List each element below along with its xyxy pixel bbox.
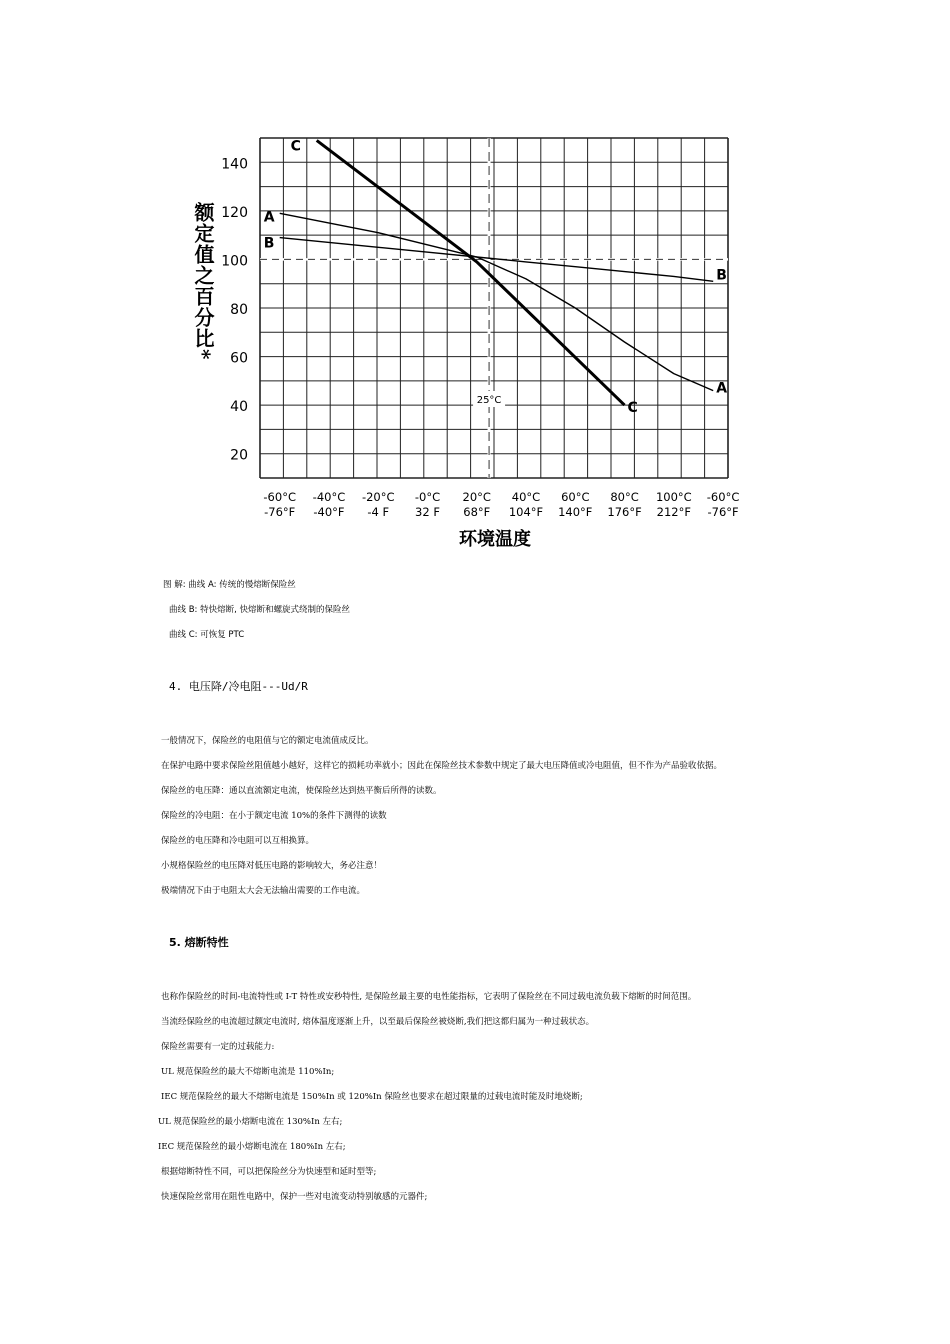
y-axis-label: 额定值之百分比* <box>191 202 215 361</box>
x-tick-label-f: -76°F <box>264 505 296 519</box>
series-label-b-end: B <box>716 267 727 284</box>
series-label-c-start: C <box>290 138 301 155</box>
series-label-a-end: A <box>716 380 728 397</box>
x-tick-label-c: -20°C <box>361 490 395 504</box>
s5-paragraph: UL 规范保险丝的最大不熔断电流是 110%In; <box>161 1067 335 1077</box>
chart-canvas <box>185 130 740 570</box>
x-tick-label-f: 68°F <box>463 505 491 519</box>
x-tick-label-f: 140°F <box>558 505 593 519</box>
s5-paragraph: 保险丝需要有一定的过载能力: <box>161 1042 275 1052</box>
x-tick-label-c: 60°C <box>561 490 590 504</box>
x-tick-label-c: -40°C <box>312 490 346 504</box>
legend-line-b: 曲线 B: 特快熔断, 快熔断和螺旋式绕制的保险丝 <box>169 605 351 615</box>
y-tick-label: 20 <box>230 447 248 464</box>
x-tick-label-f: -4 F <box>367 505 390 519</box>
x-tick-label-c: 80°C <box>610 490 639 504</box>
x-tick-label-f: 212°F <box>656 505 691 519</box>
s5-paragraph: 根据熔断特性不同，可以把保险丝分为快速型和延时型等; <box>161 1167 377 1177</box>
legend-line-a: 图 解: 曲线 A: 传统的慢熔断保险丝 <box>163 580 296 590</box>
derating-chart <box>185 130 740 570</box>
series-label-c-end: C <box>627 400 638 417</box>
s4-paragraph: 保险丝的电压降：通以直流额定电流，使保险丝达到热平衡后所得的读数。 <box>161 786 442 796</box>
x-tick-label-f: 104°F <box>508 505 544 519</box>
x-tick-label-f: 176°F <box>607 505 642 519</box>
s5-paragraph: UL 规范保险丝的最小熔断电流在 130%In 左右; <box>158 1117 343 1127</box>
y-tick-label: 80 <box>230 302 248 318</box>
x-axis-label: 环境温度 <box>459 529 531 550</box>
x-tick-label-f: 32 F <box>415 505 440 519</box>
chart-grid <box>260 138 728 478</box>
chart-series <box>280 140 714 405</box>
s4-paragraph: 一般情况下，保险丝的电阻值与它的额定电流值成反比。 <box>161 736 374 746</box>
chart-labels <box>221 138 739 519</box>
y-tick-label: 40 <box>230 399 248 416</box>
x-tick-label-f: -40°F <box>313 505 345 519</box>
s5-paragraph: 当流经保险丝的电流超过额定电流时, 熔体温度逐渐上升，以至最后保险丝被烧断,我们把这都归属为一种过载状态。 <box>161 1017 595 1027</box>
s4-paragraph: 保险丝的冷电阻：在小于额定电流 10%的条件下测得的读数 <box>161 811 387 821</box>
reference-label-25c: 25°C <box>476 395 502 406</box>
x-tick-label-c: 100°C <box>655 490 692 504</box>
y-tick-label: 100 <box>221 253 248 270</box>
x-tick-label-c: 40°C <box>511 490 541 504</box>
s5-paragraph: IEC 规范保险丝的最大不熔断电流是 150%In 或 120%In 保险丝也要求在超过限量的过载电流时能及时地烧断; <box>161 1092 583 1102</box>
series-label-a-start: A <box>263 209 275 226</box>
section-5-heading: 5. 熔断特性 <box>169 936 229 949</box>
x-tick-label-c: -0°C <box>414 490 441 504</box>
legend-line-c: 曲线 C: 可恢复 PTC <box>169 630 245 640</box>
series-label-b-start: B <box>263 235 275 252</box>
s5-paragraph: 快速保险丝常用在阻性电路中，保护一些对电流变动特别敏感的元器件; <box>161 1192 428 1202</box>
x-tick-label-c: -60°C <box>706 490 740 504</box>
s4-paragraph: 极端情况下由于电阻太大会无法输出需要的工作电流。 <box>161 886 366 896</box>
y-tick-label: 140 <box>221 156 248 173</box>
y-tick-label: 60 <box>230 350 248 367</box>
s5-paragraph: 也称作保险丝的时间-电流特性或 I-T 特性或安秒特性, 是保险丝最主要的电性能指标，它表明了保险丝在不同过载电流负载下熔断的时间范围。 <box>161 992 697 1002</box>
s5-paragraph: IEC 规范保险丝的最小熔断电流在 180%In 左右; <box>158 1142 346 1152</box>
s4-paragraph: 小规格保险丝的电压降对低压电路的影响较大，务必注意！ <box>161 861 383 871</box>
s4-paragraph: 保险丝的电压降和冷电阻可以互相换算。 <box>161 836 315 846</box>
section-4-heading: 4. 电压降/冷电阻---Ud/R <box>169 680 308 693</box>
series-line-a <box>280 213 714 390</box>
y-tick-label: 120 <box>221 204 248 221</box>
x-tick-label-f: -76°F <box>707 505 739 519</box>
s4-paragraph: 在保护电路中要求保险丝阻值越小越好，这样它的损耗功率就小；因此在保险丝技术参数中规定了最大电压降值或冷电阻值，但不作为产品验收依据。 <box>161 761 723 771</box>
x-tick-label-c: 20°C <box>462 490 491 504</box>
x-tick-label-c: -60°C <box>263 490 296 504</box>
